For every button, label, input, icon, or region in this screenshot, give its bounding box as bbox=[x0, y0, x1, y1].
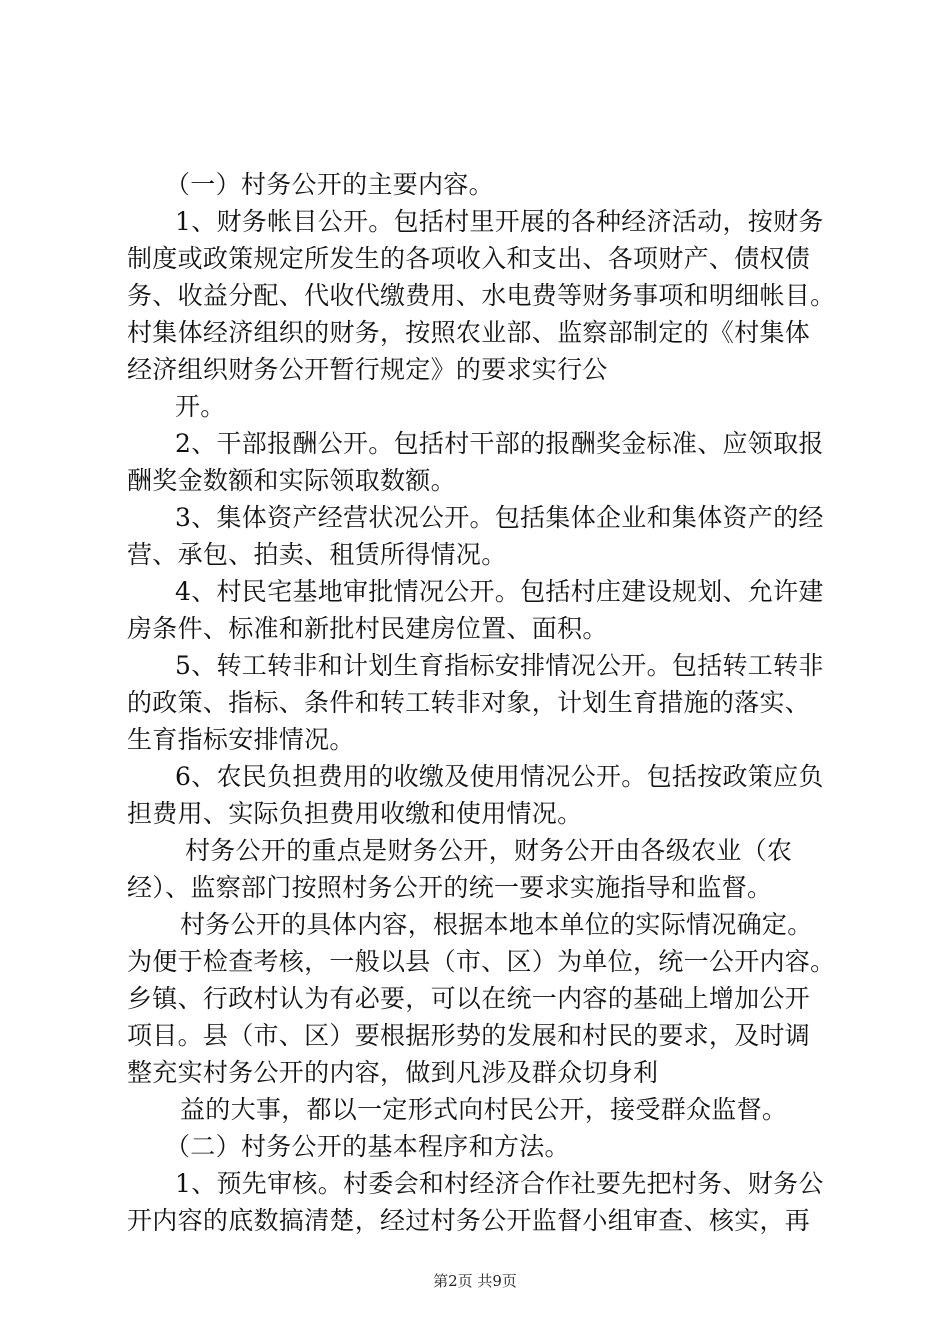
body-text-line: 整充实村务公开的内容，做到凡涉及群众切身利 bbox=[127, 1058, 659, 1087]
body-text-line: 4、村民宅基地审批情况公开。包括村庄建设规划、允许建 bbox=[175, 577, 824, 606]
body-text-line: 村集体经济组织的财务，按照农业部、监察部制定的《村集体 bbox=[127, 318, 811, 347]
body-text-line: 开。 bbox=[175, 392, 226, 421]
page-number-footer: 第2页 共9页 bbox=[433, 1272, 517, 1290]
body-text-line: 务、收益分配、代收代缴费用、水电费等财务事项和明细帐目。 bbox=[127, 281, 836, 310]
body-text-line: 项目。县（市、区）要根据形势的发展和村民的要求，及时调 bbox=[127, 1021, 811, 1050]
section-heading: （二）村务公开的基本程序和方法。 bbox=[165, 1132, 570, 1161]
section-heading: （一）村务公开的主要内容。 bbox=[165, 170, 494, 199]
body-text-line: 益的大事，都以一定形式向村民公开，接受群众监督。 bbox=[180, 1095, 788, 1124]
body-text-line: 1、财务帐目公开。包括村里开展的各种经济活动，按财务 bbox=[175, 207, 824, 236]
body-text-line: 乡镇、行政村认为有必要，可以在统一内容的基础上增加公开 bbox=[127, 984, 811, 1013]
body-text-line: 酬奖金数额和实际领取数额。 bbox=[127, 466, 456, 495]
body-text-line: 开内容的底数搞清楚，经过村务公开监督小组审查、核实，再 bbox=[127, 1206, 811, 1235]
body-text-line: 经）、监察部门按照村务公开的统一要求实施指导和监督。 bbox=[127, 873, 773, 902]
body-text-line: 3、集体资产经营状况公开。包括集体企业和集体资产的经 bbox=[175, 503, 824, 532]
body-text-line: 房条件、标准和新批村民建房位置、面积。 bbox=[127, 614, 608, 643]
body-text-line: 2、干部报酬公开。包括村干部的报酬奖金标准、应领取报 bbox=[175, 429, 824, 458]
body-text-line: 经济组织财务公开暂行规定》的要求实行公 bbox=[127, 355, 608, 384]
body-text-line: 营、承包、拍卖、租赁所得情况。 bbox=[127, 540, 507, 569]
body-text-line: 5、转工转非和计划生育指标安排情况公开。包括转工转非 bbox=[175, 651, 824, 680]
body-text-line: 为便于检查考核，一般以县（市、区）为单位，统一公开内容。 bbox=[127, 947, 836, 976]
body-text-line: 制度或政策规定所发生的各项收入和支出、各项财产、债权债 bbox=[127, 244, 811, 273]
body-text-line: 6、农民负担费用的收缴及使用情况公开。包括按政策应负 bbox=[175, 762, 824, 791]
body-text-line: 村务公开的重点是财务公开，财务公开由各级农业（农 bbox=[185, 836, 793, 865]
body-text-line: 的政策、指标、条件和转工转非对象，计划生育措施的落实、 bbox=[127, 688, 811, 717]
body-text-line: 1、预先审核。村委会和村经济合作社要先把村务、财务公 bbox=[175, 1169, 824, 1198]
body-text-line: 生育指标安排情况。 bbox=[127, 725, 355, 754]
body-text-line: 担费用、实际负担费用收缴和使用情况。 bbox=[127, 799, 583, 828]
body-text-line: 村务公开的具体内容，根据本地本单位的实际情况确定。 bbox=[180, 910, 813, 939]
